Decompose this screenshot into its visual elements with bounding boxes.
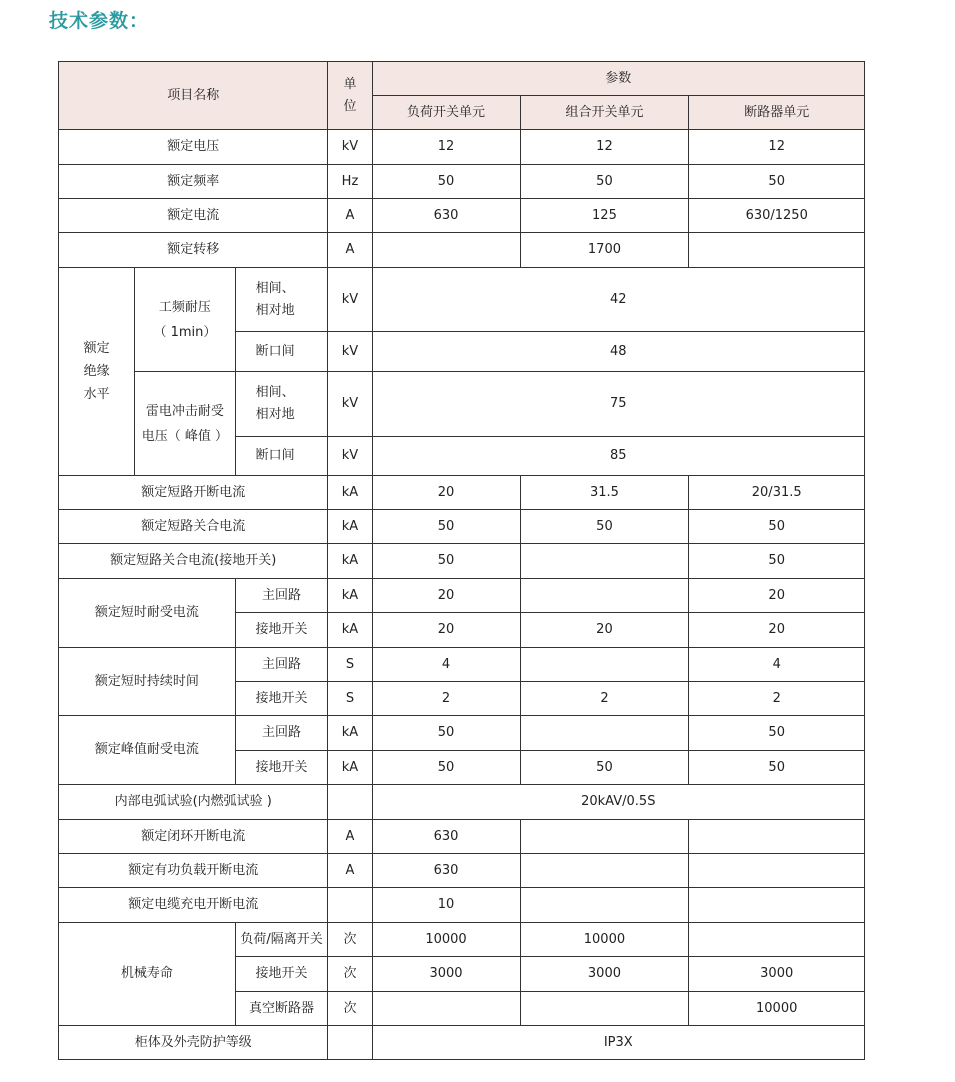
unit-cell: kA: [328, 476, 372, 510]
table-row: [59, 372, 865, 437]
row-label: 额定短路开断电流: [59, 476, 328, 510]
row-label: 额定有功负载开断电流: [59, 854, 328, 888]
value-cell: 12: [372, 130, 520, 165]
value-cell: [689, 854, 865, 888]
unit-cell: [328, 1026, 372, 1060]
value-cell: 50: [520, 165, 689, 199]
value-cell: 3000: [689, 957, 865, 992]
value-cell: 20: [520, 613, 689, 648]
value-cell: 50: [520, 510, 689, 544]
row-label: 额定闭环开断电流: [59, 820, 328, 854]
unit-cell: kV: [328, 372, 372, 437]
value-cell: 12: [520, 130, 689, 165]
value-cell: 50: [689, 510, 865, 544]
table-row: [59, 510, 865, 544]
header-load-switch-unit: 负荷开关单元: [372, 96, 520, 130]
value-cell: [520, 992, 689, 1026]
row-label: 额定短时耐受电流: [59, 579, 236, 648]
table-row: [59, 785, 865, 820]
value-cell: 50: [689, 165, 865, 199]
spec-table: [58, 61, 865, 1060]
value-cell: [520, 716, 689, 751]
value-cell: 630/1250: [689, 199, 865, 233]
table-row: [59, 579, 865, 613]
value-cell: [372, 992, 520, 1026]
page-title: 技术参数：: [49, 10, 150, 32]
table-row: [59, 544, 865, 579]
sub-label: 接地开关: [235, 682, 328, 716]
unit-cell: S: [328, 648, 372, 682]
unit-cell: kV: [328, 268, 372, 332]
table-row: [59, 648, 865, 682]
unit-cell: kA: [328, 544, 372, 579]
value-cell: 48: [372, 332, 864, 372]
value-cell: 4: [689, 648, 865, 682]
value-cell: 2: [372, 682, 520, 716]
value-cell: 50: [372, 165, 520, 199]
value-cell: 10: [372, 888, 520, 923]
value-cell: 31.5: [520, 476, 689, 510]
break-label: 断口间: [235, 437, 328, 476]
unit-cell: A: [328, 854, 372, 888]
unit-cell: S: [328, 682, 372, 716]
value-cell: 50: [520, 751, 689, 785]
header-item-name: 项目名称: [59, 62, 328, 130]
unit-cell: kA: [328, 716, 372, 751]
header-breaker-unit: 断路器单元: [689, 96, 865, 130]
unit-cell: kA: [328, 510, 372, 544]
table-row: [59, 716, 865, 751]
table-row: [59, 233, 865, 268]
unit-cell: [328, 785, 372, 820]
unit-cell: kA: [328, 579, 372, 613]
value-cell: [520, 888, 689, 923]
value-cell: 50: [372, 510, 520, 544]
row-label: 额定频率: [59, 165, 328, 199]
unit-cell: [328, 888, 372, 923]
power-freq-label: 工频耐压 （ 1min）: [135, 268, 235, 372]
insulation-group-label: 额定 绝缘 水平: [59, 268, 135, 476]
value-cell: [520, 544, 689, 579]
header-unit: 单 位: [328, 62, 372, 130]
value-cell: 3000: [372, 957, 520, 992]
row-label: 内部电弧试验(内燃弧试验 ): [59, 785, 328, 820]
value-cell: 4: [372, 648, 520, 682]
table-row: [59, 888, 865, 923]
row-label: 额定短路关合电流: [59, 510, 328, 544]
unit-cell: A: [328, 820, 372, 854]
table-row: [59, 476, 865, 510]
value-cell: 75: [372, 372, 864, 437]
unit-cell: kV: [328, 130, 372, 165]
table-row: [59, 130, 865, 165]
value-cell: [520, 820, 689, 854]
row-label: 柜体及外壳防护等级: [59, 1026, 328, 1060]
sub-label: 接地开关: [235, 613, 328, 648]
table-row: [59, 854, 865, 888]
table-row: [59, 165, 865, 199]
value-cell: 20: [372, 579, 520, 613]
value-cell: 10000: [520, 923, 689, 957]
break-label: 断口间: [235, 332, 328, 372]
unit-cell: kA: [328, 751, 372, 785]
value-cell: [689, 233, 865, 268]
value-cell: 50: [372, 751, 520, 785]
value-cell: 50: [689, 716, 865, 751]
row-label: 机械寿命: [59, 923, 236, 1026]
sub-label: 负荷/隔离开关: [235, 923, 328, 957]
value-cell: [372, 233, 520, 268]
value-cell: 125: [520, 199, 689, 233]
phase-label: 相间、 相对地: [235, 372, 328, 437]
lightning-label: 雷电冲击耐受 电压（ 峰值 ）: [135, 372, 235, 476]
unit-cell: 次: [328, 923, 372, 957]
unit-cell: 次: [328, 992, 372, 1026]
value-cell: 20: [372, 476, 520, 510]
value-cell: 85: [372, 437, 864, 476]
unit-cell: kA: [328, 613, 372, 648]
value-cell: 42: [372, 268, 864, 332]
row-label: 额定转移: [59, 233, 328, 268]
value-cell: 50: [689, 751, 865, 785]
value-cell: [689, 888, 865, 923]
value-cell: 630: [372, 199, 520, 233]
sub-label: 真空断路器: [235, 992, 328, 1026]
value-cell: 20/31.5: [689, 476, 865, 510]
value-cell: 50: [372, 716, 520, 751]
value-cell: [520, 579, 689, 613]
value-cell: 20: [689, 613, 865, 648]
sub-label: 主回路: [235, 648, 328, 682]
header-params: 参数: [372, 62, 864, 96]
value-cell: 1700: [520, 233, 689, 268]
value-cell: 3000: [520, 957, 689, 992]
value-cell: 20: [689, 579, 865, 613]
value-cell: 2: [689, 682, 865, 716]
row-label: 额定电缆充电开断电流: [59, 888, 328, 923]
unit-cell: Hz: [328, 165, 372, 199]
value-cell: [689, 820, 865, 854]
header-combination-switch-unit: 组合开关单元: [520, 96, 689, 130]
value-cell: 630: [372, 854, 520, 888]
value-cell: [689, 923, 865, 957]
table-row: [59, 199, 865, 233]
value-cell: [520, 854, 689, 888]
sub-label: 接地开关: [235, 957, 328, 992]
table-row: [59, 268, 865, 332]
row-label: 额定短时持续时间: [59, 648, 236, 716]
value-cell: 50: [372, 544, 520, 579]
unit-cell: 次: [328, 957, 372, 992]
sub-label: 主回路: [235, 716, 328, 751]
value-cell: 20: [372, 613, 520, 648]
row-label: 额定短路关合电流(接地开关): [59, 544, 328, 579]
table-row: [59, 1026, 865, 1060]
value-cell: IP3X: [372, 1026, 864, 1060]
value-cell: 10000: [372, 923, 520, 957]
value-cell: 10000: [689, 992, 865, 1026]
table-row: [59, 923, 865, 957]
row-label: 额定电流: [59, 199, 328, 233]
value-cell: 630: [372, 820, 520, 854]
sub-label: 主回路: [235, 579, 328, 613]
unit-cell: A: [328, 199, 372, 233]
table-row: [59, 820, 865, 854]
value-cell: 50: [689, 544, 865, 579]
unit-cell: kV: [328, 332, 372, 372]
value-cell: 12: [689, 130, 865, 165]
unit-cell: A: [328, 233, 372, 268]
phase-label: 相间、 相对地: [235, 268, 328, 332]
sub-label: 接地开关: [235, 751, 328, 785]
row-label: 额定电压: [59, 130, 328, 165]
value-cell: 2: [520, 682, 689, 716]
value-cell: [520, 648, 689, 682]
unit-cell: kV: [328, 437, 372, 476]
value-cell: 20kAV/0.5S: [372, 785, 864, 820]
row-label: 额定峰值耐受电流: [59, 716, 236, 785]
